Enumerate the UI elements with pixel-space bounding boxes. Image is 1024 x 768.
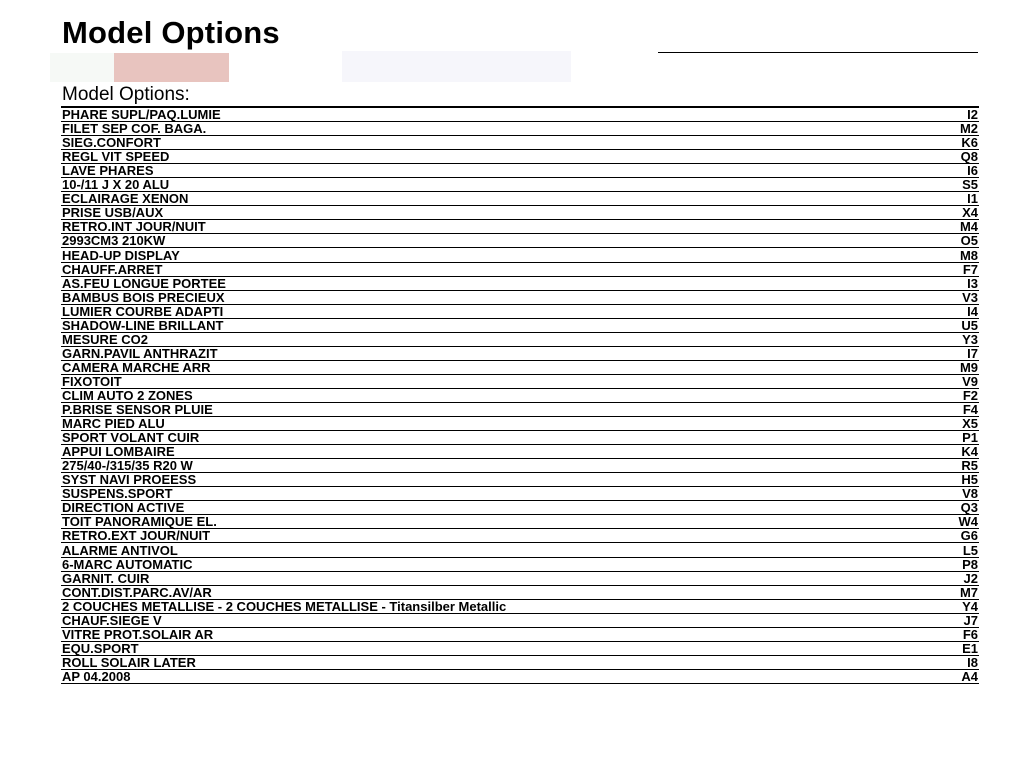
option-code: M7 bbox=[959, 584, 978, 600]
option-code: O5 bbox=[960, 233, 978, 249]
option-code: L5 bbox=[962, 542, 978, 558]
option-code: I8 bbox=[967, 654, 978, 670]
options-table bbox=[61, 106, 979, 684]
option-row bbox=[61, 501, 979, 515]
option-code: E1 bbox=[962, 640, 978, 656]
option-description: PHARE SUPL/PAQ.LUMIE bbox=[62, 107, 221, 123]
redaction-block bbox=[114, 53, 229, 82]
option-description: ROLL SOLAIR LATER bbox=[62, 654, 196, 670]
option-code: F7 bbox=[962, 261, 978, 277]
option-description: AS.FEU LONGUE PORTEE bbox=[62, 275, 226, 291]
option-code: I1 bbox=[967, 191, 978, 207]
option-description: MARC PIED ALU bbox=[62, 416, 165, 432]
redaction-block bbox=[50, 53, 114, 82]
option-description: CHAUFF.ARRET bbox=[62, 261, 163, 277]
option-code: W4 bbox=[958, 514, 978, 530]
option-code: P1 bbox=[962, 430, 978, 446]
option-description: 275/40-/315/35 R20 W bbox=[62, 458, 193, 474]
option-code: K4 bbox=[961, 444, 978, 460]
option-description: P.BRISE SENSOR PLUIE bbox=[62, 402, 213, 418]
option-description: GARNIT. CUIR bbox=[62, 570, 150, 586]
option-code: X5 bbox=[962, 416, 978, 432]
option-description: SPORT VOLANT CUIR bbox=[62, 430, 200, 446]
option-row bbox=[61, 305, 979, 319]
option-row bbox=[61, 333, 979, 347]
option-description: 2 COUCHES METALLISE - 2 COUCHES METALLISE - Titansilber Metallic bbox=[62, 598, 507, 614]
option-row bbox=[61, 206, 979, 220]
option-code: V8 bbox=[962, 486, 978, 502]
option-description: ALARME ANTIVOL bbox=[62, 542, 178, 558]
option-description: TOIT PANORAMIQUE EL. bbox=[62, 514, 217, 530]
page-title: Model Options bbox=[62, 15, 280, 50]
option-row bbox=[61, 614, 979, 628]
option-description: FILET SEP COF. BAGA. bbox=[62, 121, 207, 137]
option-row bbox=[61, 586, 979, 600]
option-description: ECLAIRAGE XENON bbox=[62, 191, 189, 207]
option-row bbox=[61, 403, 979, 417]
option-code: P8 bbox=[962, 556, 978, 572]
option-row bbox=[61, 487, 979, 501]
option-code: K6 bbox=[961, 135, 978, 151]
option-row bbox=[61, 558, 979, 572]
option-row bbox=[61, 656, 979, 670]
option-description: 2993CM3 210KW bbox=[62, 233, 166, 249]
option-description: SIEG.CONFORT bbox=[62, 135, 161, 151]
option-row bbox=[61, 670, 979, 684]
signature-line bbox=[658, 52, 978, 53]
option-row bbox=[61, 445, 979, 459]
option-code: R5 bbox=[961, 458, 978, 474]
option-row bbox=[61, 263, 979, 277]
option-code: M9 bbox=[959, 359, 978, 375]
option-row bbox=[61, 108, 979, 122]
option-row bbox=[61, 277, 979, 291]
option-row bbox=[61, 136, 979, 150]
option-row bbox=[61, 220, 979, 234]
option-description: CLIM AUTO 2 ZONES bbox=[62, 387, 193, 403]
option-description: 6-MARC AUTOMATIC bbox=[62, 556, 193, 572]
option-description: LAVE PHARES bbox=[62, 163, 154, 179]
option-code: Y4 bbox=[962, 598, 978, 614]
option-row bbox=[61, 572, 979, 586]
option-row bbox=[61, 529, 979, 543]
option-description: VITRE PROT.SOLAIR AR bbox=[62, 626, 214, 642]
option-row bbox=[61, 628, 979, 642]
option-code: Q8 bbox=[960, 149, 978, 165]
option-code: M2 bbox=[959, 121, 978, 137]
option-description: SUSPENS.SPORT bbox=[62, 486, 173, 502]
option-row bbox=[61, 234, 979, 248]
option-row bbox=[61, 122, 979, 136]
option-description: CHAUF.SIEGE V bbox=[62, 612, 162, 628]
option-row bbox=[61, 473, 979, 487]
option-row bbox=[61, 642, 979, 656]
redaction-block bbox=[342, 51, 571, 82]
option-code: Q3 bbox=[960, 500, 978, 516]
option-code: I6 bbox=[967, 163, 978, 179]
option-description: DIRECTION ACTIVE bbox=[62, 500, 185, 516]
option-code: A4 bbox=[961, 668, 978, 684]
option-code: X4 bbox=[962, 205, 978, 221]
option-row bbox=[61, 192, 979, 206]
option-row bbox=[61, 543, 979, 557]
option-code: I7 bbox=[967, 345, 978, 361]
option-code: M8 bbox=[959, 247, 978, 263]
option-description: APPUI LOMBAIRE bbox=[62, 444, 175, 460]
option-code: I2 bbox=[967, 107, 978, 123]
option-row bbox=[61, 150, 979, 164]
option-row bbox=[61, 178, 979, 192]
option-code: M4 bbox=[959, 219, 978, 235]
option-code: F2 bbox=[962, 387, 978, 403]
option-description: BAMBUS BOIS PRECIEUX bbox=[62, 289, 225, 305]
option-row bbox=[61, 375, 979, 389]
option-row bbox=[61, 291, 979, 305]
section-heading: Model Options: bbox=[62, 84, 190, 105]
option-row bbox=[61, 417, 979, 431]
option-description: PRISE USB/AUX bbox=[62, 205, 164, 221]
option-description: RETRO.INT JOUR/NUIT bbox=[62, 219, 206, 235]
option-code: F6 bbox=[962, 626, 978, 642]
option-row bbox=[61, 389, 979, 403]
option-description: REGL VIT SPEED bbox=[62, 149, 170, 165]
option-code: V3 bbox=[962, 289, 978, 305]
option-description: RETRO.EXT JOUR/NUIT bbox=[62, 528, 211, 544]
option-description: AP 04.2008 bbox=[62, 668, 131, 684]
option-row bbox=[61, 515, 979, 529]
option-code: S5 bbox=[962, 177, 978, 193]
option-code: Y3 bbox=[962, 331, 978, 347]
option-description: LUMIER COURBE ADAPTI bbox=[62, 303, 224, 319]
option-description: 10-/11 J X 20 ALU bbox=[62, 177, 170, 193]
option-description: SHADOW-LINE BRILLANT bbox=[62, 317, 224, 333]
option-description: MESURE CO2 bbox=[62, 331, 148, 347]
option-code: V9 bbox=[962, 373, 978, 389]
option-row bbox=[61, 459, 979, 473]
option-description: FIXOTOIT bbox=[62, 373, 122, 389]
option-description: GARN.PAVIL ANTHRAZIT bbox=[62, 345, 218, 361]
option-code: J2 bbox=[963, 570, 978, 586]
option-row bbox=[61, 319, 979, 333]
option-code: H5 bbox=[961, 472, 978, 488]
option-description: CONT.DIST.PARC.AV/AR bbox=[62, 584, 212, 600]
option-row bbox=[61, 600, 979, 614]
option-description: CAMERA MARCHE ARR bbox=[62, 359, 211, 375]
option-description: EQU.SPORT bbox=[62, 640, 139, 656]
option-code: G6 bbox=[960, 528, 978, 544]
option-row bbox=[61, 164, 979, 178]
option-code: J7 bbox=[963, 612, 978, 628]
option-code: U5 bbox=[961, 317, 978, 333]
option-code: I3 bbox=[967, 275, 978, 291]
option-code: F4 bbox=[962, 402, 978, 418]
option-description: HEAD-UP DISPLAY bbox=[62, 247, 180, 263]
option-row bbox=[61, 431, 979, 445]
option-row bbox=[61, 248, 979, 262]
option-code: I4 bbox=[967, 303, 978, 319]
option-row bbox=[61, 361, 979, 375]
option-row bbox=[61, 347, 979, 361]
option-description: SYST NAVI PROEESS bbox=[62, 472, 197, 488]
